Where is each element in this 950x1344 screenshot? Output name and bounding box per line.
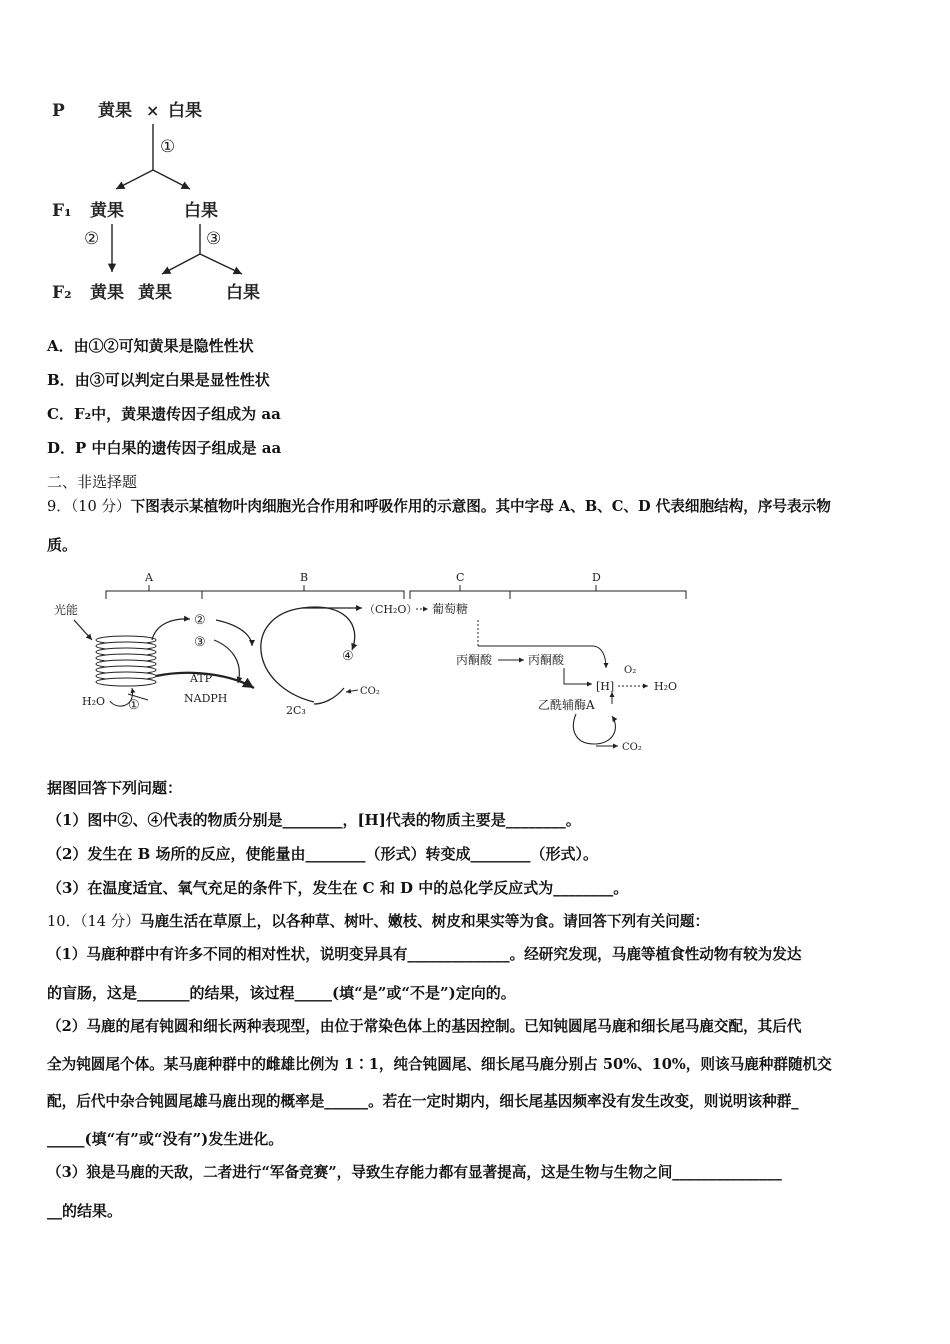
arrow-to-f2-right: [200, 254, 242, 274]
q10-s3-line-2: __的结果。: [47, 1202, 123, 1220]
atp-label: ATP: [190, 672, 213, 685]
region-label-b: B: [300, 571, 309, 584]
co2-input-label: CO₂: [360, 686, 380, 697]
q10-stem-text: 马鹿生活在草原上，以各种草、树叶、嫩枝、树皮和果实等为食。请回答下列有关问题：: [139, 913, 710, 930]
option-a: [47, 336, 254, 356]
option-letter: D．: [47, 439, 76, 457]
option-b: [47, 370, 270, 390]
arrow-to-f1-left: [116, 170, 153, 189]
option-letter: C．: [47, 405, 74, 423]
q10-number: 10．: [47, 913, 81, 930]
calvin-cycle-return: [314, 688, 344, 704]
q9-stem-text: 下图表示某植物叶肉细胞光合作用和呼吸作用的示意图。其中字母 A、B、C、D 代表细胞结构，序号表示物: [130, 498, 831, 515]
krebs-cycle-path: [573, 714, 615, 744]
thylakoid-stack: [96, 636, 156, 686]
water-input-label: H₂O: [82, 695, 106, 708]
option-d: [47, 438, 281, 458]
q9-number: 9．: [47, 498, 71, 515]
q10-s2-line-1: （2）马鹿的尾有钝圆和细长两种表现型，由位于常染色体上的基因控制。已知钝圆尾马鹿和细长尾马鹿交配，其后代: [47, 1018, 802, 1035]
gen-p-label: P: [52, 101, 65, 121]
q9-score: （10 分）: [70, 498, 131, 515]
q10-stem: [47, 912, 709, 932]
p-right-phenotype: 白果: [168, 101, 202, 121]
ch2o-label: （CH₂O）: [364, 603, 418, 616]
f2-phenotype-2: 黄果: [138, 283, 172, 303]
f1-left-phenotype: 黄果: [90, 201, 124, 221]
marker-4: ④: [342, 649, 354, 664]
option-c: [47, 404, 281, 424]
step-1-marker: ①: [160, 137, 176, 157]
light-arrow: [74, 620, 92, 640]
q10-score: （14 分）: [80, 913, 140, 930]
acetyl-coa-label: 乙酰辅酶A: [538, 698, 595, 712]
nadph-label: NADPH: [184, 692, 228, 705]
q10-s2-line-2: 全为钝圆尾个体。某马鹿种群中的雌雄比例为 1∶1，纯合钝圆尾、细长尾马鹿分别占 50%、10%，则该马鹿种群随机交: [47, 1056, 832, 1073]
f2-phenotype-1: 黄果: [90, 283, 124, 303]
step-2-marker: ②: [84, 229, 100, 249]
q10-s3-line-1: （3）狼是马鹿的天敌，二者进行“军备竞赛”，导致生存能力都有显著提高，这是生物与生物之间_______________: [47, 1164, 782, 1181]
step-3-marker: ③: [206, 229, 222, 249]
pyruvate-1-label: 丙酮酸: [456, 653, 493, 667]
region-label-c: C: [456, 571, 465, 584]
arrow-to-f2-middle: [162, 254, 200, 274]
q9-subquestion-1: （1）图中②、④代表的物质分别是________，[H]代表的物质主要是________。: [47, 811, 581, 829]
light-energy-label: 光能: [54, 603, 79, 617]
option-letter: A．: [47, 337, 74, 355]
p-left-phenotype: 黄果: [98, 101, 132, 121]
q10-s2-line-3: 配，后代中杂合钝圆尾雄马鹿出现的概率是______。若在一定时期内，细长尾基因频率没有发生改变，则说明该种群_: [47, 1093, 799, 1110]
option-text: F₂中，黄果遗传因子组成为 aa: [73, 405, 281, 423]
q10-s1-line-1: （1）马鹿种群中有许多不同的相对性状，说明变异具有______________。经研究发现，马鹿等植食性动物有较为发达: [47, 946, 802, 963]
q9-stem-line-1: [47, 497, 831, 517]
option-text: P 中白果的遗传因子组成是 aa: [75, 439, 282, 457]
c3-label: 2C₃: [286, 704, 306, 717]
region-brackets: [106, 585, 686, 599]
region-label-d: D: [592, 571, 601, 584]
pyruvate-2-label: 丙酮酸: [528, 653, 565, 667]
arrow-to-f1-right: [153, 170, 190, 189]
cross-symbol: ×: [146, 101, 160, 120]
f2-phenotype-3: 白果: [226, 283, 260, 303]
region-label-a: A: [145, 571, 153, 584]
h-label: [H]: [596, 680, 615, 693]
marker-1: ①: [128, 698, 140, 713]
calvin-cycle-path: [261, 607, 355, 702]
section-title: 二、非选择题: [47, 473, 138, 491]
pedigree-diagram: [40, 92, 280, 312]
q9-stem-line-2: 质。: [47, 536, 78, 554]
gen-f1-label: F₁: [52, 201, 72, 221]
option-text: 由③可以判定白果是显性性状: [74, 371, 270, 389]
gen-f2-label: F₂: [52, 283, 72, 303]
glucose-label: 葡萄糖: [432, 602, 469, 616]
marker-2: ②: [194, 613, 206, 628]
q10-s1-line-2: 的盲肠，这是_______的结果，该过程_____(填“是”或“不是”)定向的。: [47, 984, 516, 1002]
oxygen-label: O₂: [624, 665, 637, 676]
pyruvate-to-h-arrow: [564, 668, 592, 684]
q9-subquestion-3: （3）在温度适宜、氧气充足的条件下，发生在 C 和 D 中的总化学反应式为________。: [47, 879, 629, 897]
water-output-label: H₂O: [654, 680, 678, 693]
q9-subquestion-2: （2）发生在 B 场所的反应，使能量由________（形式）转变成________（形式）。: [47, 845, 599, 863]
arrow-to-marker-2: [152, 619, 190, 640]
marker-3: ③: [194, 635, 206, 650]
q10-s2-line-4: _____(填“有”或“没有”)发生进化。: [47, 1130, 284, 1148]
co2-output-label: CO₂: [622, 742, 642, 753]
co2-input-arrow: [346, 690, 358, 692]
arrow-from-marker-2: [216, 620, 252, 646]
f1-right-phenotype: 白果: [184, 201, 218, 221]
cell-metabolism-diagram: [44, 568, 694, 758]
q9-prompt: 据图回答下列问题：: [47, 779, 183, 797]
option-letter: B．: [47, 371, 75, 389]
option-text: 由①②可知黄果是隐性性状: [73, 337, 254, 355]
